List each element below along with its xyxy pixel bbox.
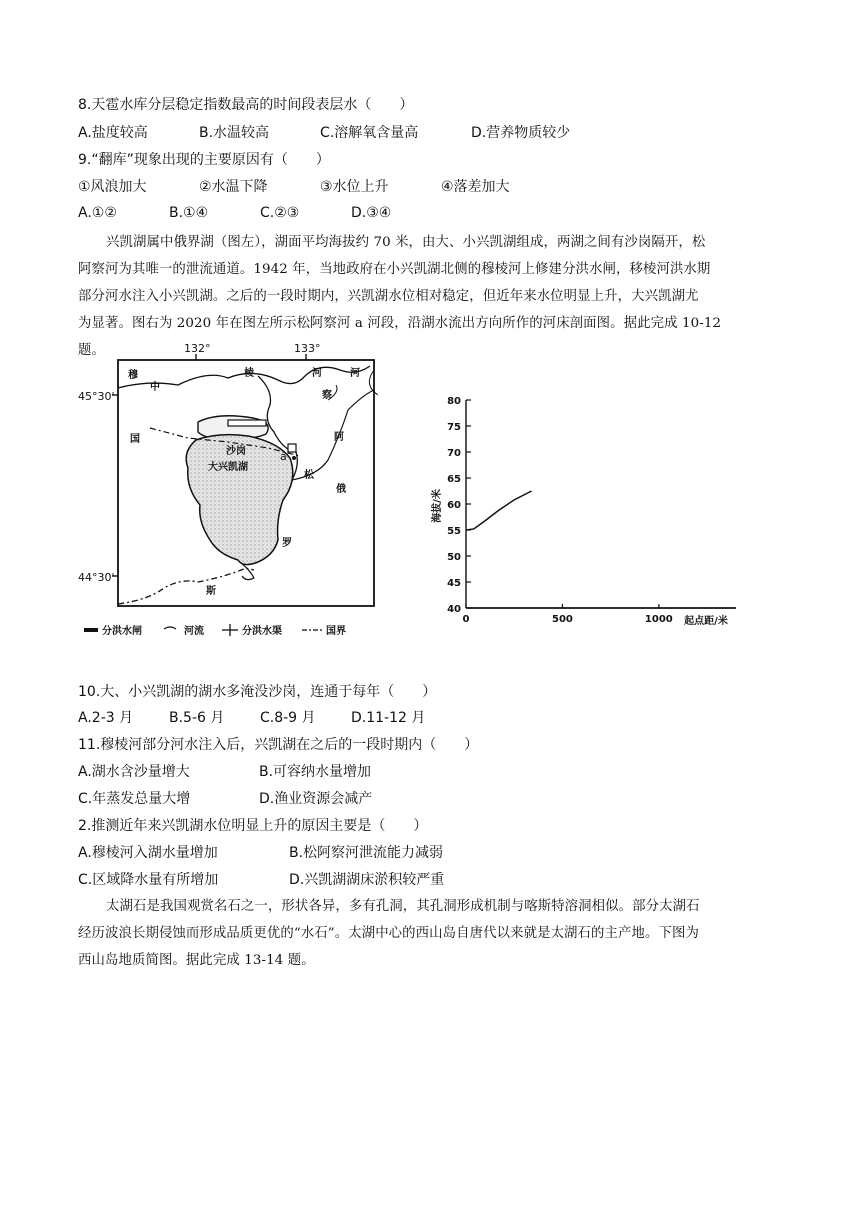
point-a-marker bbox=[288, 444, 296, 452]
q9-item-2: ②水温下降 bbox=[199, 179, 268, 195]
map-legend bbox=[84, 624, 346, 637]
q9-option-b: B.①④ bbox=[169, 205, 209, 221]
q9-item-1: ①风浪加大 bbox=[78, 179, 147, 195]
label-cha: 察 bbox=[322, 390, 332, 401]
label-ling: 棱 bbox=[244, 368, 254, 379]
passage2-line1: 太湖石是我国观赏名石之一，形状各异，多有孔洞，其孔洞形成机制与喀斯特溶洞相似。部分太湖石 bbox=[106, 899, 700, 914]
y-tick-label: 65 bbox=[447, 474, 461, 485]
label-song: 松 bbox=[304, 470, 314, 481]
y-tick-label: 45 bbox=[447, 578, 461, 589]
x-tick-label: 500 bbox=[551, 614, 573, 625]
label-shagang: 沙岗 bbox=[226, 446, 246, 457]
xingkai-map-figure bbox=[78, 340, 418, 638]
q10-option-b: B.5-6 月 bbox=[169, 710, 225, 726]
q10-stem: 10.大、小兴凯湖的湖水多淹没沙岗，连通于每年（ ） bbox=[78, 684, 437, 700]
q9-item-3: ③水位上升 bbox=[320, 179, 389, 195]
lat-4430-label: 44°30' bbox=[78, 571, 115, 584]
label-luo: 罗 bbox=[282, 538, 292, 549]
passage2-line2: 经历波浪长期侵蚀而形成品质更优的“水石”。太湖中心的西山岛自唐代以来就是太湖石的主产地。下图为 bbox=[78, 926, 699, 941]
x-tick-label: 0 bbox=[462, 614, 470, 625]
q10-option-c: C.8-9 月 bbox=[260, 710, 316, 726]
x-tick-label: 1000 bbox=[644, 614, 673, 625]
q8-option-a: A.盐度较高 bbox=[78, 125, 148, 141]
q8-option-d: D.营养物质较少 bbox=[471, 125, 571, 141]
y-tick-label: 70 bbox=[447, 448, 461, 459]
passage1-line4: 为显著。图右为 2020 年在图左所示松阿察河 a 河段，沿湖水流出方向所作的河床剖面图。据此完成 10-12 bbox=[78, 316, 722, 331]
passage1-line2: 阿察河为其唯一的泄流通道。1942 年，当地政府在小兴凯湖北侧的穆棱河上修建分洪水闸，移棱河洪水期 bbox=[78, 262, 711, 277]
q10-option-a: A.2-3 月 bbox=[78, 710, 134, 726]
q12-stem: 2.推测近年来兴凯湖水位明显上升的原因主要是（ ） bbox=[78, 818, 428, 834]
y-tick-label: 55 bbox=[447, 526, 461, 537]
q8-option-c: C.溶解氧含量高 bbox=[320, 125, 419, 141]
chart-x-axis-label: 起点距/米 bbox=[684, 616, 728, 627]
label-big-lake: 大兴凯湖 bbox=[208, 462, 248, 473]
q8-option-b: B.水温较高 bbox=[199, 125, 270, 141]
label-si: 斯 bbox=[206, 586, 216, 597]
lat-4530-label: 45°30' bbox=[78, 390, 115, 403]
q8-stem: 8.天雹水库分层稳定指数最高的时间段表层水（ ） bbox=[78, 97, 414, 113]
q12-option-a: A.穆棱河入湖水量增加 bbox=[78, 845, 218, 861]
q9-option-d: D.③④ bbox=[351, 205, 392, 221]
lon-132-label: 132° bbox=[184, 342, 211, 355]
label-point-a: a bbox=[280, 450, 287, 463]
q12-option-c: C.区域降水量有所增加 bbox=[78, 872, 219, 888]
q9-item-4: ④落差加大 bbox=[441, 179, 510, 195]
passage2-line3: 西山岛地质简图。据此完成 13-14 题。 bbox=[78, 953, 315, 968]
y-tick-label: 40 bbox=[447, 604, 461, 615]
lon-133-label: 133° bbox=[294, 342, 321, 355]
label-he1: 河 bbox=[312, 368, 322, 379]
flood-gate bbox=[228, 420, 266, 426]
passage1-line3: 部分河水注入小兴凯湖。之后的一段时期内，兴凯湖水位相对稳定，但近年来水位明显上升，大兴凯湖尤 bbox=[78, 289, 699, 304]
riverbed-profile-line bbox=[466, 491, 532, 530]
songacha-outflow bbox=[292, 390, 374, 480]
legend-flood-gate: 分洪水闸 bbox=[102, 626, 142, 637]
legend-border: 国界 bbox=[326, 626, 346, 637]
riverbed-profile-chart bbox=[426, 388, 756, 628]
label-e: 俄 bbox=[336, 484, 346, 495]
legend-river: 河流 bbox=[184, 626, 204, 637]
q9-stem: 9.“翻库”现象出现的主要原因有（ ） bbox=[78, 152, 330, 168]
q11-stem: 11.穆棱河部分河水注入后，兴凯湖在之后的一段时期内（ ） bbox=[78, 737, 479, 753]
q12-option-d: D.兴凯湖湖床淤积较严重 bbox=[289, 872, 445, 888]
q10-option-d: D.11-12 月 bbox=[351, 710, 426, 726]
label-a-river: 阿 bbox=[334, 432, 344, 443]
label-guo: 国 bbox=[130, 434, 140, 445]
q12-option-b: B.松阿察河泄流能力减弱 bbox=[289, 845, 444, 861]
label-he2: 河 bbox=[350, 368, 360, 379]
y-tick-label: 50 bbox=[447, 552, 461, 563]
label-mu: 穆 bbox=[128, 370, 138, 381]
y-tick-label: 80 bbox=[447, 396, 461, 407]
chart-y-axis-label: 海拔/米 bbox=[432, 489, 443, 523]
legend-flood-channel: 分洪水渠 bbox=[242, 626, 282, 637]
q9-option-a: A.①② bbox=[78, 205, 117, 221]
passage1-line1: 兴凯湖属中俄界湖（图左），湖面平均海拔约 70 米，由大、小兴凯湖组成，两湖之间有沙岗隔开，松 bbox=[106, 235, 706, 250]
q11-option-a: A.湖水含沙量增大 bbox=[78, 764, 190, 780]
y-tick-label: 75 bbox=[447, 422, 461, 433]
q11-option-b: B.可容纳水量增加 bbox=[259, 764, 372, 780]
passage1-line5: 题。 bbox=[78, 343, 105, 358]
q11-option-c: C.年蒸发总量大增 bbox=[78, 791, 191, 807]
passage-taihu-stone bbox=[78, 893, 778, 974]
q9-option-c: C.②③ bbox=[260, 205, 300, 221]
label-zhong: 中 bbox=[150, 382, 160, 393]
y-tick-label: 60 bbox=[447, 500, 461, 511]
q11-option-d: D.渔业资源会减产 bbox=[259, 791, 373, 807]
